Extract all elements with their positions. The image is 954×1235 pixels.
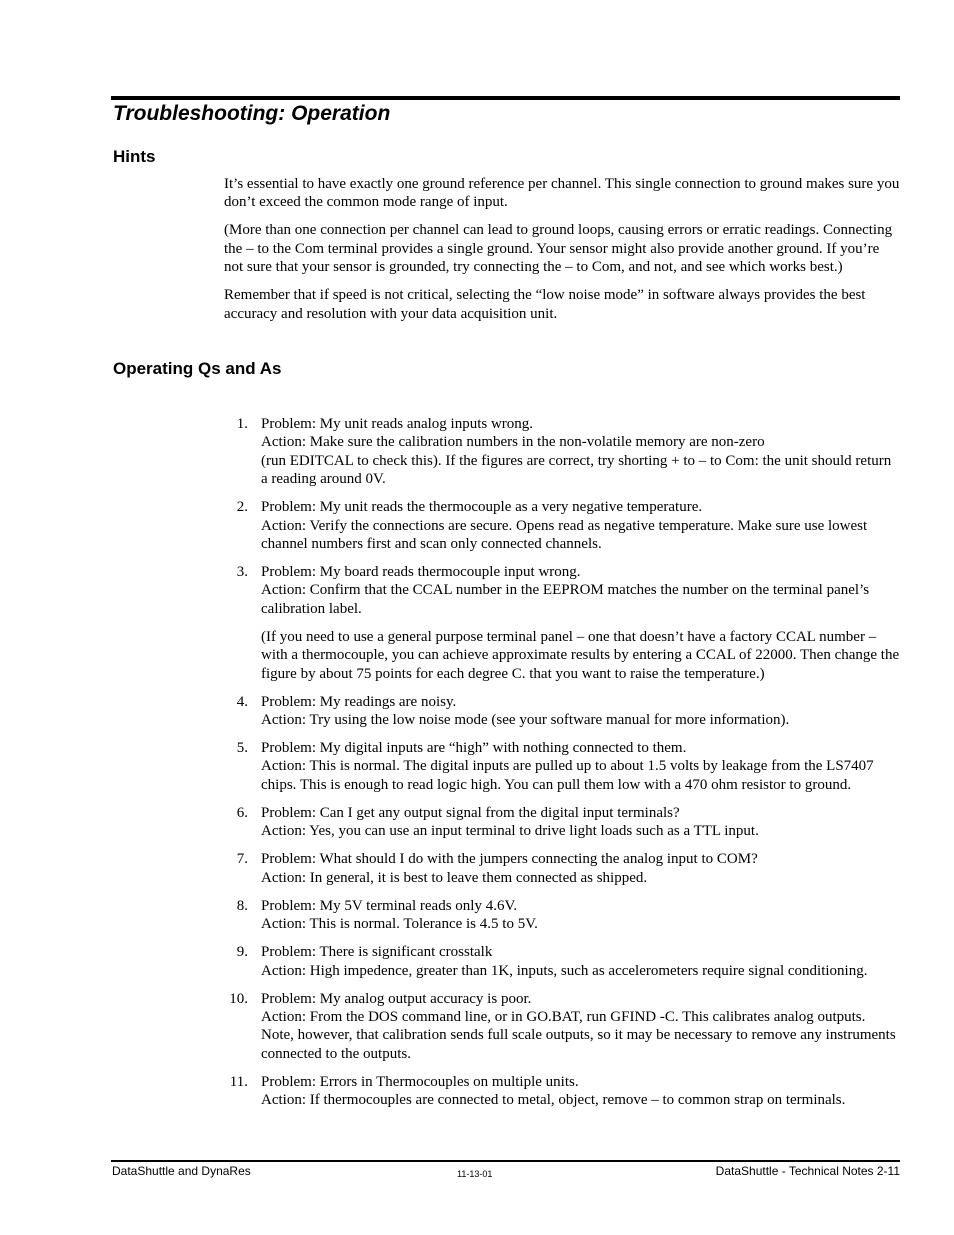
qa-item [224, 693, 900, 730]
page-title: Troubleshooting: Operation [113, 102, 391, 125]
qa-problem: Problem: My 5V terminal reads only 4.6V. [261, 897, 518, 914]
qa-problem: Problem: My digital inputs are “high” with nothing connected to them. [261, 740, 687, 757]
hints-paragraph: (More than one connection per channel can lead to ground loops, causing errors or erratic readings. Connecting the – to the Com terminal provides a single ground. Your sensor might also provide another ground. If you’re not sure that your sensor is grounded, try connecting the – to Com, and not, and see which works best.) [224, 222, 893, 276]
qa-item-number: 3. [236, 564, 248, 581]
qa-item [224, 1073, 900, 1110]
qa-list [224, 415, 900, 1119]
qa-item-number: 10. [229, 990, 248, 1007]
qa-action: Action: Verify the connections are secure. Opens read as negative temperature. Make sure use lowest channel numbers first and scan only connected channels. [261, 517, 868, 553]
qa-action: Action: If thermocouples are connected to metal, object, remove – to common strap on terminals. [261, 1092, 846, 1109]
qa-problem: Problem: My analog output accuracy is poor. [261, 990, 532, 1007]
qa-problem: Problem: There is significant crosstalk [261, 944, 493, 961]
qa-action: Action: This is normal. Tolerance is 4.5 to 5V. [261, 916, 538, 933]
hints-heading: Hints [113, 147, 156, 166]
qa-problem: Problem: Can I get any output signal from the digital input terminals? [261, 804, 680, 821]
footer-date: 11-13-01 [457, 1169, 493, 1179]
footer-left: DataShuttle and DynaRes [112, 1164, 251, 1178]
qa-action: Action: From the DOS command line, or in GO.BAT, run GFIND -C. This calibrates analog outputs. Note, however, that calibration sends full scale outputs, so it may be necessary to remove any instruments connected to the outputs. [261, 1008, 896, 1062]
hints-paragraph: Remember that if speed is not critical, selecting the “low noise mode” in software always provides the best accuracy and resolution with your data acquisition unit. [224, 287, 866, 322]
qa-item-number: 5. [236, 740, 248, 757]
qa-action: Action: In general, it is best to leave them connected as shipped. [261, 869, 648, 886]
qa-item [224, 990, 900, 1064]
qa-problem: Problem: Errors in Thermocouples on multiple units. [261, 1073, 579, 1090]
qa-item-number: 6. [236, 804, 248, 821]
qa-item-number: 11. [229, 1073, 248, 1090]
qa-item [224, 943, 900, 980]
qa-item-number: 2. [236, 499, 248, 516]
qa-action: Action: Confirm that the CCAL number in the EEPROM matches the number on the terminal panel’s calibration label. [261, 582, 870, 617]
qa-item-number: 1. [236, 416, 248, 432]
qa-action: Action: Yes, you can use an input terminal to drive light loads such as a TTL input. [261, 823, 759, 840]
qa-item [224, 415, 900, 489]
qa-action: Action: High impedence, greater than 1K, inputs, such as accelerometers require signal conditioning. [261, 962, 868, 979]
qa-item [224, 850, 900, 887]
qa-item-number: 8. [236, 897, 248, 914]
qa-item [224, 804, 900, 841]
qa-action: Action: Try using the low noise mode (see your software manual for more information). [261, 712, 790, 729]
hints-paragraph: It’s essential to have exactly one ground reference per channel. This single connection to ground makes sure you don’t exceed the common mode range of input. [224, 176, 900, 211]
qa-action: Action: Make sure the calibration numbers in the non-volatile memory are non-zero [261, 434, 765, 451]
qa-problem: Problem: My unit reads analog inputs wrong. [261, 416, 534, 432]
qa-problem: Problem: My board reads thermocouple input wrong. [261, 564, 581, 581]
qa-heading: Operating Qs and As [113, 359, 282, 378]
qa-item-number: 4. [236, 693, 248, 710]
qa-item-number: 7. [236, 851, 248, 868]
qa-problem: Problem: My unit reads the thermocouple as a very negative temperature. [261, 499, 703, 516]
hints-section [224, 175, 900, 333]
footer-page-label: DataShuttle - Technical Notes 2-11 [715, 1164, 900, 1178]
qa-item [224, 498, 900, 553]
qa-item-number: 9. [236, 944, 248, 961]
qa-action: Action: This is normal. The digital inputs are pulled up to about 1.5 volts by leakage from the LS7407 chips. This is enough to read logic high. You can pull them low with a 470 ohm resistor to ground. [261, 758, 874, 793]
qa-item [224, 563, 900, 683]
qa-action-continued: (run EDITCAL to check this). If the figures are correct, try shorting + to – to Com: the unit should return a reading around 0V. [261, 452, 892, 488]
footer-rule [111, 1160, 900, 1162]
qa-item [224, 897, 900, 934]
qa-problem: Problem: What should I do with the jumpers connecting the analog input to COM? [261, 851, 758, 868]
qa-note: (If you need to use a general purpose terminal panel – one that doesn’t have a factory CCAL number – with a thermocouple, you can achieve approximate results by entering a CCAL of 22000. Then change the figure by about 75 points for each degree C. that you want to raise the temperature.) [261, 628, 900, 682]
qa-problem: Problem: My readings are noisy. [261, 693, 457, 710]
qa-item [224, 739, 900, 794]
